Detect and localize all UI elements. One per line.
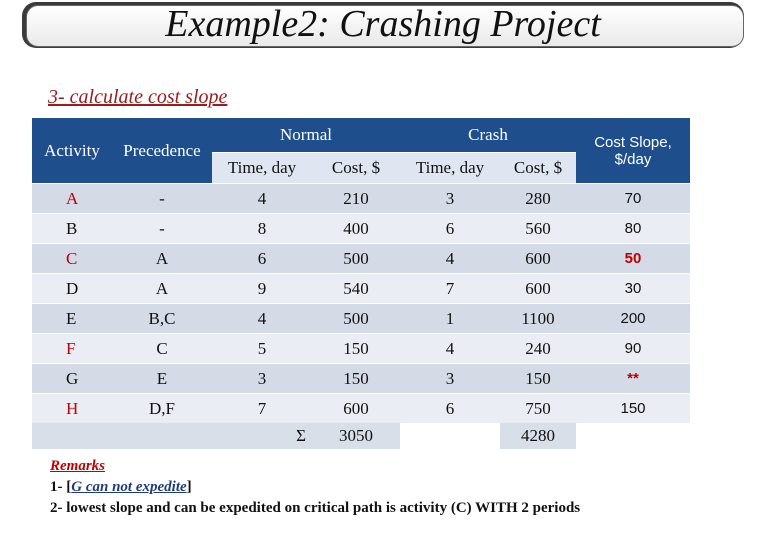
cell-crash-time: 6 (400, 214, 500, 244)
cell-normal-cost: 500 (312, 304, 400, 334)
sum-empty (576, 423, 690, 449)
cell-crash-cost: 600 (500, 274, 576, 304)
table-row (32, 394, 690, 424)
header-crash-cost: Cost, $ (500, 153, 576, 184)
cell-cost-slope: 150 (576, 394, 690, 424)
table-row (32, 214, 690, 244)
cell-normal-time: 7 (212, 394, 312, 424)
cell-precedence: B,C (112, 304, 212, 334)
cell-activity: H (32, 394, 112, 424)
cell-cost-slope: 30 (576, 274, 690, 304)
cell-activity: F (32, 334, 112, 364)
cell-cost-slope-highlight: 50 (576, 244, 690, 274)
section-subtitle: 3- calculate cost slope (48, 86, 228, 108)
cell-normal-cost: 150 (312, 334, 400, 364)
cell-normal-cost: 210 (312, 184, 400, 214)
sum-row (32, 423, 690, 449)
cell-crash-cost: 560 (500, 214, 576, 244)
cell-crash-time: 4 (400, 334, 500, 364)
table-row (32, 244, 690, 274)
cell-normal-time: 4 (212, 184, 312, 214)
cell-crash-time: 1 (400, 304, 500, 334)
cell-cost-slope: 200 (576, 304, 690, 334)
sum-spacer (400, 423, 500, 449)
cell-normal-cost: 600 (312, 394, 400, 424)
cell-precedence: A (112, 274, 212, 304)
sum-symbol: Σ (32, 423, 312, 449)
table-row (32, 364, 690, 394)
cell-crash-cost: 1100 (500, 304, 576, 334)
cell-cost-slope: 90 (576, 334, 690, 364)
cell-activity: G (32, 364, 112, 394)
cell-normal-cost: 400 (312, 214, 400, 244)
remark-line-1 (50, 477, 580, 498)
cell-cost-slope: 70 (576, 184, 690, 214)
remark-1-suffix: ] (186, 479, 192, 495)
cell-activity: D (32, 274, 112, 304)
header-crash-time: Time, day (400, 153, 500, 184)
table-row (32, 184, 690, 214)
cost-slope-table (32, 118, 690, 449)
remark-line-2: 2- lowest slope and can be expedited on critical path is activity (C) WITH 2 periods (50, 500, 581, 516)
cell-crash-cost: 150 (500, 364, 576, 394)
cell-precedence: E (112, 364, 212, 394)
table-row (32, 304, 690, 334)
cell-crash-time: 6 (400, 394, 500, 424)
cell-normal-time: 9 (212, 274, 312, 304)
remarks-block (50, 456, 580, 519)
cell-normal-time: 8 (212, 214, 312, 244)
header-crash: Crash (400, 118, 576, 153)
cell-precedence: A (112, 244, 212, 274)
cell-normal-cost: 500 (312, 244, 400, 274)
remarks-title: Remarks (50, 458, 106, 474)
cell-crash-time: 7 (400, 274, 500, 304)
remark-1-prefix: 1- [ (50, 479, 72, 495)
cell-precedence: - (112, 184, 212, 214)
header-activity: Activity (32, 118, 112, 184)
table-row (32, 274, 690, 304)
cell-crash-time: 3 (400, 364, 500, 394)
header-cost-slope: Cost Slope, $/day (576, 118, 690, 184)
cell-cost-slope: 80 (576, 214, 690, 244)
cell-crash-cost: 280 (500, 184, 576, 214)
cell-normal-time: 3 (212, 364, 312, 394)
header-normal-time: Time, day (212, 153, 312, 184)
cell-activity: C (32, 244, 112, 274)
table-row (32, 334, 690, 364)
cell-crash-time: 4 (400, 244, 500, 274)
cell-crash-cost: 600 (500, 244, 576, 274)
sum-crash-cost: 4280 (500, 423, 576, 449)
cell-normal-time: 5 (212, 334, 312, 364)
cell-normal-time: 6 (212, 244, 312, 274)
cell-crash-time: 3 (400, 184, 500, 214)
header-normal-cost: Cost, $ (312, 153, 400, 184)
cell-cost-slope-highlight: ** (576, 364, 690, 394)
remark-1-emphasis: G can not expedite (71, 479, 187, 495)
cell-activity: E (32, 304, 112, 334)
header-normal: Normal (212, 118, 400, 153)
cell-precedence: C (112, 334, 212, 364)
cell-crash-cost: 240 (500, 334, 576, 364)
header-precedence: Precedence (112, 118, 212, 184)
cell-activity: A (32, 184, 112, 214)
page-title: Example2: Crashing Project (165, 3, 601, 45)
cell-normal-cost: 540 (312, 274, 400, 304)
sum-normal-cost: 3050 (312, 423, 400, 449)
cell-activity: B (32, 214, 112, 244)
cell-precedence: D,F (112, 394, 212, 424)
cell-normal-cost: 150 (312, 364, 400, 394)
header-row-top (32, 118, 690, 153)
cell-crash-cost: 750 (500, 394, 576, 424)
cell-precedence: - (112, 214, 212, 244)
cell-normal-time: 4 (212, 304, 312, 334)
